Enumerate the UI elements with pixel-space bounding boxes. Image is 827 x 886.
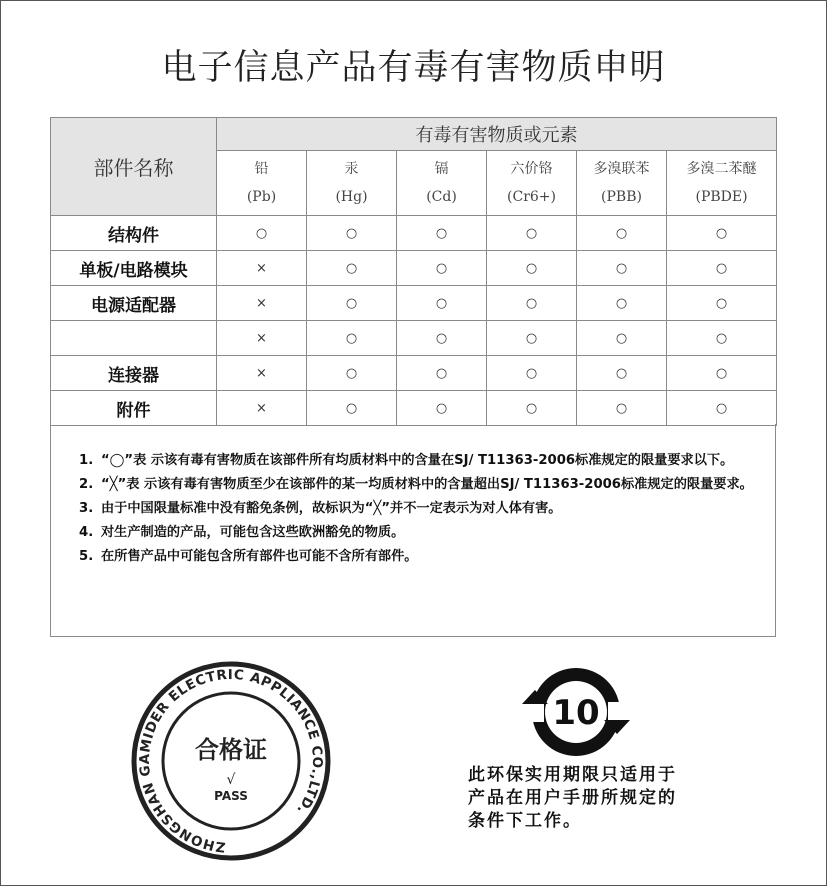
- epup-description: [468, 764, 738, 833]
- substance-mark-cell: ○: [487, 251, 577, 286]
- substance-symbol: (PBB): [601, 189, 642, 205]
- substance-mark-cell: ×: [217, 391, 307, 426]
- part-name-header: 部件名称: [51, 118, 217, 216]
- substance-mark-cell: ○: [667, 251, 777, 286]
- substance-symbol: (PBDE): [695, 189, 748, 205]
- page-title: 电子信息产品有毒有害物质申明: [161, 48, 666, 88]
- part-name-cell: 单板/电路模块: [51, 251, 217, 286]
- substance-symbol: (Hg): [335, 189, 368, 205]
- notes-box: [50, 424, 776, 637]
- substance-mark-cell: ○: [397, 321, 487, 356]
- substance-mark-cell: ○: [307, 356, 397, 391]
- part-name-cell: 连接器: [51, 356, 217, 391]
- note-item: “◯”表 示该有毒有害物质在该部件所有均质材料中的含量在SJ/ T11363-2006标准规定的限量要求以下。: [101, 453, 734, 468]
- substance-mark-cell: ○: [397, 356, 487, 391]
- substance-group-header: 有毒有害物质或元素: [217, 118, 777, 151]
- note-item: 对生产制造的产品，可能包含这些欧洲豁免的物质。: [101, 525, 405, 540]
- substance-table: [50, 117, 777, 426]
- table-row: [51, 356, 777, 391]
- substance-name: 铅: [254, 161, 269, 177]
- substance-symbol: (Cd): [426, 189, 457, 205]
- substance-header-cell: [217, 151, 307, 216]
- substance-mark-cell: ○: [577, 216, 667, 251]
- substance-mark-cell: ○: [487, 356, 577, 391]
- substance-mark-cell: ○: [577, 321, 667, 356]
- stamp-check-mark: √: [226, 772, 236, 788]
- table-row: [51, 251, 777, 286]
- note-item: “╳”表 示该有毒有害物质至少在该部件的某一均质材料中的含量超出SJ/ T11363-2006标准规定的限量要求。: [101, 477, 753, 492]
- substance-mark-cell: ×: [217, 356, 307, 391]
- note-item: 在所售产品中可能包含所有部件也可能不含所有部件。: [101, 549, 418, 564]
- table-body: [51, 216, 777, 426]
- substance-mark-cell: ○: [577, 356, 667, 391]
- table-row: [51, 216, 777, 251]
- substance-mark-cell: ○: [577, 391, 667, 426]
- substance-mark-cell: ○: [217, 216, 307, 251]
- stamp-qualified-text: 合格证: [195, 736, 267, 764]
- epup-text-line: 条件下工作。: [468, 811, 582, 831]
- notes-list: [51, 424, 775, 568]
- part-name-cell: 结构件: [51, 216, 217, 251]
- substance-name: 汞: [344, 161, 359, 177]
- substance-symbol: (Pb): [246, 189, 277, 205]
- table-row: [51, 321, 777, 356]
- substance-header-cell: [667, 151, 777, 216]
- part-name-cell: 附件: [51, 391, 217, 426]
- part-name-cell: 电源适配器: [51, 286, 217, 321]
- substance-mark-cell: ○: [487, 391, 577, 426]
- substance-mark-cell: ○: [667, 356, 777, 391]
- epup-text-line: 此环保实用期限只适用于: [468, 765, 677, 785]
- pass-stamp: [131, 661, 331, 861]
- substance-mark-cell: ○: [397, 286, 487, 321]
- substance-header-cell: [577, 151, 667, 216]
- substance-mark-cell: ○: [487, 286, 577, 321]
- stamp-pass-text: PASS: [214, 789, 248, 803]
- part-name-cell: [51, 321, 217, 356]
- substance-mark-cell: ○: [307, 216, 397, 251]
- substance-mark-cell: ○: [397, 216, 487, 251]
- substance-header-cell: [307, 151, 397, 216]
- substance-name: 多溴联苯: [593, 161, 650, 177]
- substance-mark-cell: ○: [577, 286, 667, 321]
- substance-mark-cell: ○: [307, 286, 397, 321]
- substance-mark-cell: ○: [397, 251, 487, 286]
- substance-mark-cell: ○: [307, 251, 397, 286]
- substance-header-cell: [397, 151, 487, 216]
- substance-mark-cell: ×: [217, 286, 307, 321]
- substance-symbol: (Cr6+): [507, 189, 556, 205]
- substance-mark-cell: ○: [667, 321, 777, 356]
- substance-mark-cell: ○: [487, 216, 577, 251]
- substance-header-cell: [487, 151, 577, 216]
- substance-mark-cell: ○: [307, 391, 397, 426]
- substance-mark-cell: ○: [667, 286, 777, 321]
- substance-mark-cell: ○: [577, 251, 667, 286]
- epup-logo-icon: [522, 660, 630, 760]
- stamp-company-text: ZHONGSHAN GAMIDER ELECTRIC APPLIANCE CO.,LTD.: [136, 666, 326, 855]
- note-item: 由于中国限量标准中没有豁免条例，故标识为“╳”并不一定表示为对人体有害。: [101, 501, 562, 516]
- substance-mark-cell: ○: [667, 216, 777, 251]
- epup-text-line: 产品在用户手册所规定的: [468, 788, 677, 808]
- substance-name: 多溴二苯醚: [686, 161, 757, 177]
- table-row: [51, 286, 777, 321]
- substance-mark-cell: ○: [397, 391, 487, 426]
- substance-mark-cell: ○: [487, 321, 577, 356]
- table-row: [51, 391, 777, 426]
- substance-name: 镉: [434, 161, 449, 177]
- substance-mark-cell: ×: [217, 321, 307, 356]
- substance-name: 六价铬: [510, 161, 553, 177]
- substance-mark-cell: ×: [217, 251, 307, 286]
- substance-mark-cell: ○: [307, 321, 397, 356]
- epup-period-number: 10: [552, 693, 600, 733]
- substance-mark-cell: ○: [667, 391, 777, 426]
